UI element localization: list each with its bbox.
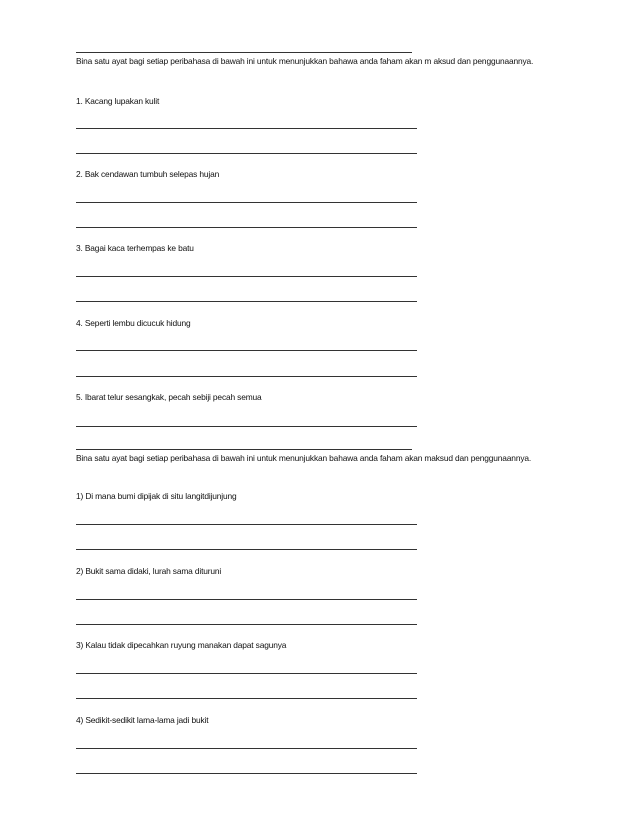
proverb-item: 5. Ibarat telur sesangkak, pecah sebiji pecah semua — [76, 392, 262, 402]
answer-line[interactable] — [76, 524, 417, 525]
proverb-item: 1. Kacang lupakan kulit — [76, 96, 160, 106]
instruction-text: Bina satu ayat bagi setiap peribahasa di bawah ini untuk menunjukkan bahawa anda faham akan m aksud dan penggunaannya. — [76, 56, 534, 66]
answer-line[interactable] — [76, 276, 417, 277]
proverb-item: 3) Kalau tidak dipecahkan ruyung manakan dapat sagunya — [76, 640, 287, 650]
answer-line[interactable] — [76, 773, 417, 774]
answer-line[interactable] — [76, 202, 417, 203]
header-rule — [76, 52, 412, 53]
proverb-item: 3. Bagai kaca terhempas ke batu — [76, 243, 194, 253]
proverb-item: 2) Bukit sama didaki, lurah sama dituruni — [76, 566, 222, 576]
answer-line[interactable] — [76, 128, 417, 129]
proverb-item: 2. Bak cendawan tumbuh selepas hujan — [76, 169, 220, 179]
header-rule — [76, 449, 412, 450]
answer-line[interactable] — [76, 624, 417, 625]
answer-line[interactable] — [76, 698, 417, 699]
answer-line[interactable] — [76, 549, 417, 550]
proverb-item: 1) Di mana bumi dipijak di situ langitdijunjung — [76, 491, 237, 501]
answer-line[interactable] — [76, 748, 417, 749]
answer-line[interactable] — [76, 350, 417, 351]
answer-line[interactable] — [76, 426, 417, 427]
answer-line[interactable] — [76, 227, 417, 228]
answer-line[interactable] — [76, 673, 417, 674]
proverb-item: 4. Seperti lembu dicucuk hidung — [76, 318, 191, 328]
answer-line[interactable] — [76, 376, 417, 377]
instruction-text: Bina satu ayat bagi setiap peribahasa di bawah ini untuk menunjukkan bahawa anda faham akan maksud dan penggunaannya. — [76, 453, 532, 463]
answer-line[interactable] — [76, 301, 417, 302]
proverb-item: 4) Sedikit-sedikit lama-lama jadi bukit — [76, 715, 209, 725]
answer-line[interactable] — [76, 599, 417, 600]
answer-line[interactable] — [76, 153, 417, 154]
